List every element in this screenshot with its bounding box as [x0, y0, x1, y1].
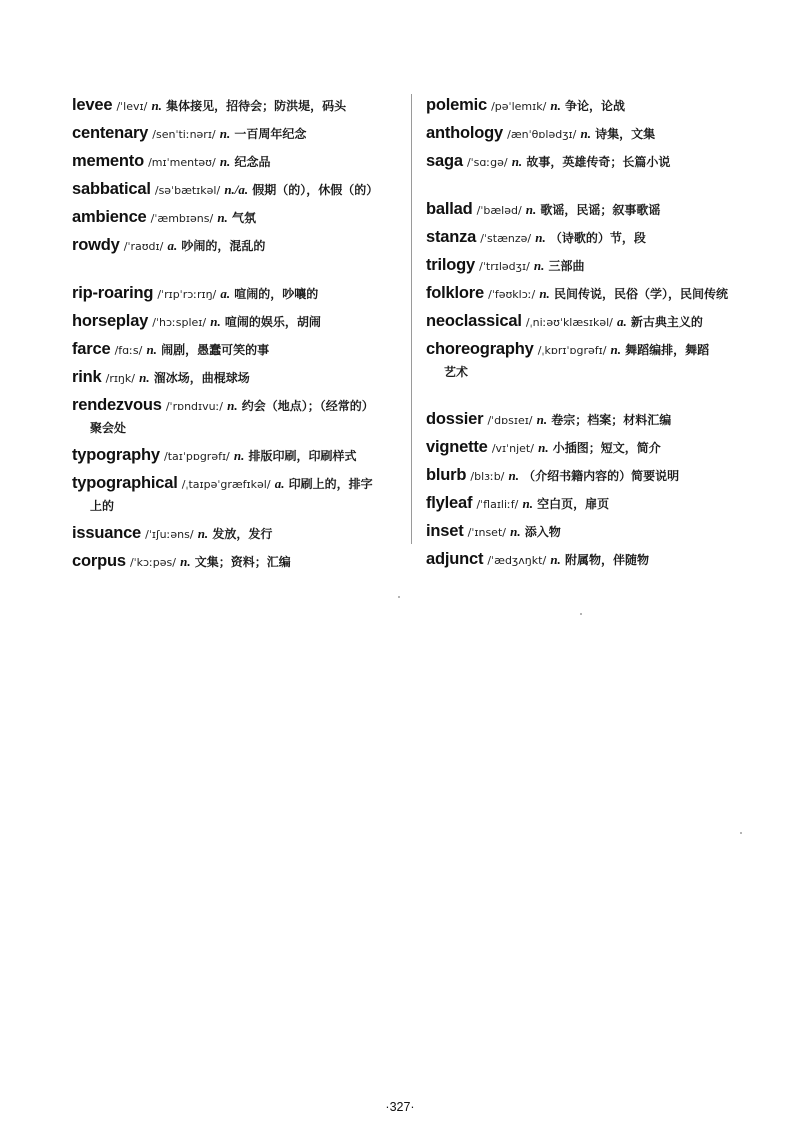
phonetic: /ˌniːəʊˈklæsɪkəl/: [525, 316, 613, 329]
phonetic: /ˈrɪpˈrɔːrɪŋ/: [157, 288, 217, 301]
definition: 集体接见，招待会；防洪堤，码头: [166, 99, 347, 113]
column-divider: [411, 94, 412, 544]
definition: 闹剧，愚蠢可笑的事: [161, 343, 270, 357]
entry-trilogy: [426, 252, 746, 280]
definition: 小插图；短文，简介: [552, 441, 661, 455]
phonetic: /taɪˈpɒgrəfɪ/: [163, 450, 230, 463]
headword: rip-roaring: [72, 284, 154, 302]
part-of-speech: n.: [522, 496, 533, 511]
definition: 印刷上的，排字: [288, 477, 373, 491]
definition: 气氛: [231, 211, 256, 225]
entry-issuance: [72, 520, 407, 548]
part-of-speech: n.: [146, 342, 157, 357]
definition: 附属物，伴随物: [564, 553, 649, 567]
left-column: [72, 92, 407, 576]
headword: horseplay: [72, 312, 149, 330]
headword: adjunct: [426, 550, 484, 568]
phonetic: /mɪˈmentəʊ/: [148, 156, 216, 169]
headword: corpus: [72, 552, 126, 570]
phonetic: /ˈæmbɪəns/: [150, 212, 214, 225]
part-of-speech: a.: [220, 286, 231, 301]
part-of-speech: n.: [535, 230, 546, 245]
part-of-speech: n.: [610, 342, 622, 357]
headword: polemic: [426, 96, 487, 114]
entry-inset: [426, 518, 746, 546]
phonetic: /ˈædʒʌŋkt/: [487, 554, 547, 567]
definition: 喧闹的娱乐，胡闹: [224, 315, 321, 329]
entry-memento: [72, 148, 407, 176]
headword: centenary: [72, 124, 149, 142]
definition: 故事，英雄传奇；长篇小说: [526, 155, 671, 169]
entry-farce: [72, 336, 407, 364]
phonetic: /ˈhɔːspleɪ/: [152, 316, 207, 329]
definition: 卷宗；档案；材料汇编: [551, 413, 672, 427]
headword: sabbatical: [72, 180, 151, 198]
headword: ambience: [72, 208, 147, 226]
definition-continuation: 艺术: [444, 365, 469, 379]
right-column: [426, 92, 746, 574]
headword: vignette: [426, 438, 488, 456]
definition: 一百周年纪念: [234, 127, 307, 141]
part-of-speech: n.: [139, 370, 150, 385]
entry-ballad: [426, 196, 746, 224]
part-of-speech: n.: [550, 98, 561, 113]
phonetic: /ˈsɑːgə/: [466, 156, 508, 169]
definition: 假期（的），休假（的）: [252, 183, 379, 197]
part-of-speech: n.: [580, 126, 591, 141]
part-of-speech: n.: [510, 524, 521, 539]
entry-rip-roaring: [72, 280, 407, 308]
entry-levee: [72, 92, 407, 120]
headword: blurb: [426, 466, 467, 484]
entry-ambience: [72, 204, 407, 232]
headword: neoclassical: [426, 312, 522, 330]
definition: 空白页，扉页: [537, 497, 610, 511]
phonetic: /ˈlevɪ/: [116, 100, 148, 113]
definition: 喧闹的，吵嚷的: [234, 287, 319, 301]
definition: 新古典主义的: [630, 315, 703, 329]
phonetic: /vɪˈnjet/: [491, 442, 534, 455]
phonetic: /ˈrɒndɪvuː/: [165, 400, 224, 413]
phonetic: /səˈbætɪkəl/: [154, 184, 221, 197]
group-spacer: [72, 260, 407, 280]
definition-continuation: 上的: [90, 499, 115, 513]
definition: 文集；资料；汇编: [194, 555, 291, 569]
entry-typographical: [72, 470, 407, 517]
part-of-speech: a.: [274, 476, 285, 491]
part-of-speech: a.: [617, 314, 627, 329]
entry-saga: [426, 148, 746, 176]
phonetic: /ˈdɒsɪeɪ/: [487, 414, 533, 427]
entry-rendezvous: [72, 392, 407, 439]
entry-polemic: [426, 92, 746, 120]
part-of-speech: a.: [167, 238, 178, 253]
phonetic: /ˈstænzə/: [480, 232, 532, 245]
group-spacer: [426, 386, 746, 406]
entry-anthology: [426, 120, 746, 148]
phonetic: /pəˈlemɪk/: [491, 100, 547, 113]
headword: inset: [426, 522, 464, 540]
entry-blurb: [426, 462, 746, 490]
headword: anthology: [426, 124, 504, 142]
definition: 诗集，文集: [595, 127, 656, 141]
entry-rowdy: [72, 232, 407, 260]
part-of-speech: n.: [210, 314, 221, 329]
headword: memento: [72, 152, 144, 170]
scan-speck: [580, 613, 582, 615]
phonetic: /ˈfəʊklɔː/: [488, 288, 536, 301]
phonetic: /ˌkɒrɪˈɒgrəfɪ/: [537, 344, 607, 357]
entry-neoclassical: [426, 308, 746, 336]
part-of-speech: n.: [151, 98, 162, 113]
entry-flyleaf: [426, 490, 746, 518]
entry-corpus: [72, 548, 407, 576]
definition: 歌谣，民谣；叙事歌谣: [540, 203, 661, 217]
entry-horseplay: [72, 308, 407, 336]
definition: 民间传说，民俗（学），民间传统: [553, 287, 728, 301]
definition: （诗歌的）节，段: [549, 231, 646, 245]
entry-stanza: [426, 224, 746, 252]
headword: choreography: [426, 340, 534, 358]
phonetic: /ˈbæləd/: [476, 204, 522, 217]
headword: rendezvous: [72, 396, 162, 414]
definition: 添入物: [524, 525, 561, 539]
part-of-speech: n./a.: [224, 182, 249, 197]
headword: farce: [72, 340, 111, 358]
headword: typography: [72, 446, 160, 464]
entry-adjunct: [426, 546, 746, 574]
part-of-speech: n.: [536, 412, 548, 427]
entry-folklore: [426, 280, 746, 308]
headword: trilogy: [426, 256, 476, 274]
part-of-speech: n.: [538, 440, 549, 455]
phonetic: /ˌtaɪpəˈgræfɪkəl/: [181, 478, 271, 491]
definition: 三部曲: [548, 259, 585, 273]
headword: rink: [72, 368, 102, 386]
definition: 溜冰场，曲棍球场: [153, 371, 250, 385]
phonetic: /ˈkɔːpəs/: [129, 556, 176, 569]
headword: folklore: [426, 284, 484, 302]
phonetic: /senˈtiːnərɪ/: [152, 128, 216, 141]
definition: 发放，发行: [212, 527, 273, 541]
headword: flyleaf: [426, 494, 473, 512]
group-spacer: [426, 176, 746, 196]
definition: 排版印刷，印刷样式: [248, 449, 357, 463]
definition-continuation: 聚会处: [90, 421, 127, 435]
part-of-speech: n.: [219, 126, 231, 141]
phonetic: /ˈflaɪliːf/: [476, 498, 519, 511]
entry-vignette: [426, 434, 746, 462]
part-of-speech: n.: [539, 286, 550, 301]
phonetic: /fɑːs/: [114, 344, 143, 357]
definition: 约会（地点）；（经常的）: [241, 399, 374, 413]
part-of-speech: n.: [217, 210, 228, 225]
scan-speck: [740, 832, 742, 834]
part-of-speech: n.: [508, 468, 520, 483]
entry-dossier: [426, 406, 746, 434]
part-of-speech: n.: [533, 258, 545, 273]
part-of-speech: n.: [180, 554, 191, 569]
entry-rink: [72, 364, 407, 392]
definition: 纪念品: [234, 155, 271, 169]
entry-choreography: [426, 336, 746, 383]
definition: 舞蹈编排，舞蹈: [625, 343, 710, 357]
headword: ballad: [426, 200, 473, 218]
part-of-speech: n.: [233, 448, 245, 463]
entry-sabbatical: [72, 176, 407, 204]
definition: 争论，论战: [565, 99, 626, 113]
headword: issuance: [72, 524, 142, 542]
phonetic: /rɪŋk/: [105, 372, 135, 385]
definition: 吵闹的，混乱的: [181, 239, 266, 253]
phonetic: /blɜːb/: [470, 470, 505, 483]
headword: saga: [426, 152, 463, 170]
entry-typography: [72, 442, 407, 470]
part-of-speech: n.: [525, 202, 537, 217]
part-of-speech: n.: [219, 154, 231, 169]
definition: （介绍书籍内容的）简要说明: [523, 469, 680, 483]
part-of-speech: n.: [511, 154, 523, 169]
headword: stanza: [426, 228, 477, 246]
phonetic: /ˈɪʃuːəns/: [145, 528, 194, 541]
scan-speck: [398, 596, 400, 598]
headword: levee: [72, 96, 113, 114]
entry-centenary: [72, 120, 407, 148]
phonetic: /ænˈθɒlədʒɪ/: [507, 128, 577, 141]
headword: typographical: [72, 474, 178, 492]
part-of-speech: n.: [550, 552, 561, 567]
part-of-speech: n.: [227, 398, 238, 413]
phonetic: /ˈtrɪlədʒɪ/: [479, 260, 530, 273]
headword: rowdy: [72, 236, 120, 254]
phonetic: /ˈɪnset/: [467, 526, 506, 539]
headword: dossier: [426, 410, 484, 428]
part-of-speech: n.: [197, 526, 209, 541]
phonetic: /ˈraʊdɪ/: [123, 240, 164, 253]
page-number: ·327·: [385, 1100, 415, 1114]
